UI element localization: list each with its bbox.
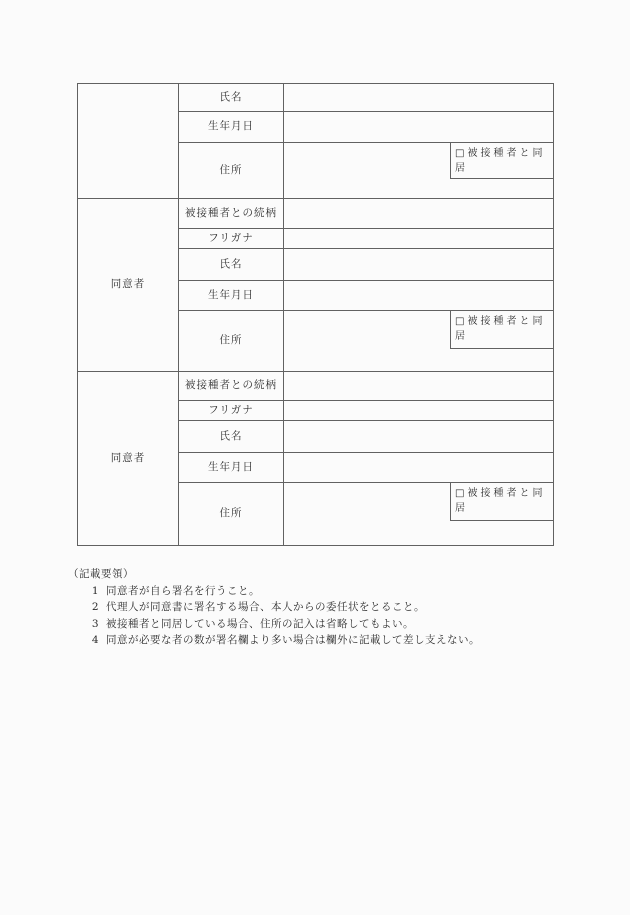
note-number: 4	[91, 634, 99, 646]
field-value-birthdate	[284, 281, 554, 311]
list-item	[68, 632, 480, 649]
note-text: 同意者が自ら署名を行うこと。	[106, 584, 260, 597]
field-value-relationship	[284, 199, 554, 229]
cohabit-checkbox-label: 被接種者と同居	[455, 316, 546, 342]
cohabit-checkbox-icon: □	[455, 148, 468, 159]
field-label-name: 氏名	[179, 421, 284, 453]
note-text: 同意が必要な者の数が署名欄より多い場合は欄外に記載して差し支えない。	[106, 634, 480, 646]
field-value-address	[284, 483, 554, 546]
field-label-birthdate: 生年月日	[179, 112, 284, 143]
table-row	[78, 199, 554, 229]
cohabit-checkbox-label: 被接種者と同居	[455, 148, 546, 174]
note-number: 2	[91, 601, 99, 613]
field-label-relationship: 被接種者との続柄	[179, 199, 284, 229]
field-label-furigana: フリガナ	[179, 401, 284, 421]
list-item	[68, 616, 480, 633]
field-value-address	[284, 311, 554, 372]
field-label-address: 住所	[179, 143, 284, 199]
note-number: 1	[91, 584, 99, 597]
table-row	[78, 372, 554, 401]
field-value-address	[284, 143, 554, 199]
field-label-address: 住所	[179, 311, 284, 372]
group-label-blank	[78, 84, 179, 199]
field-value-furigana	[284, 401, 554, 421]
field-value-name	[284, 249, 554, 281]
field-label-birthdate: 生年月日	[179, 453, 284, 483]
field-value-birthdate	[284, 453, 554, 483]
cohabit-annotation-box	[450, 311, 553, 349]
list-item	[68, 599, 480, 616]
cohabit-checkbox-icon: □	[455, 488, 468, 499]
field-label-name: 氏名	[179, 249, 284, 281]
note-text: 被接種者と同居している場合、住所の記入は省略してもよい。	[106, 617, 414, 630]
field-label-name: 氏名	[179, 84, 284, 112]
field-label-furigana: フリガナ	[179, 229, 284, 249]
field-value-name	[284, 421, 554, 453]
list-item	[68, 583, 480, 600]
cohabit-annotation-box	[450, 143, 553, 179]
note-text: 代理人が同意書に署名する場合、本人からの委任状をとること。	[106, 601, 425, 613]
notes-heading: （記載要領）	[68, 568, 134, 580]
cohabit-checkbox-icon: □	[455, 316, 468, 327]
table-row	[78, 84, 554, 112]
cohabit-checkbox-label: 被接種者と同居	[455, 488, 546, 514]
notes-section	[68, 566, 480, 649]
field-value-furigana	[284, 229, 554, 249]
field-label-address: 住所	[179, 483, 284, 546]
field-value-birthdate	[284, 112, 554, 143]
cohabit-annotation-box	[450, 483, 553, 521]
group-label-consenter: 同意者	[78, 199, 179, 372]
field-value-name	[284, 84, 554, 112]
group-label-consenter: 同意者	[78, 372, 179, 546]
note-number: 3	[91, 617, 99, 630]
consent-signature-table	[77, 83, 554, 546]
field-label-relationship: 被接種者との続柄	[179, 372, 284, 401]
field-label-birthdate: 生年月日	[179, 281, 284, 311]
field-value-relationship	[284, 372, 554, 401]
